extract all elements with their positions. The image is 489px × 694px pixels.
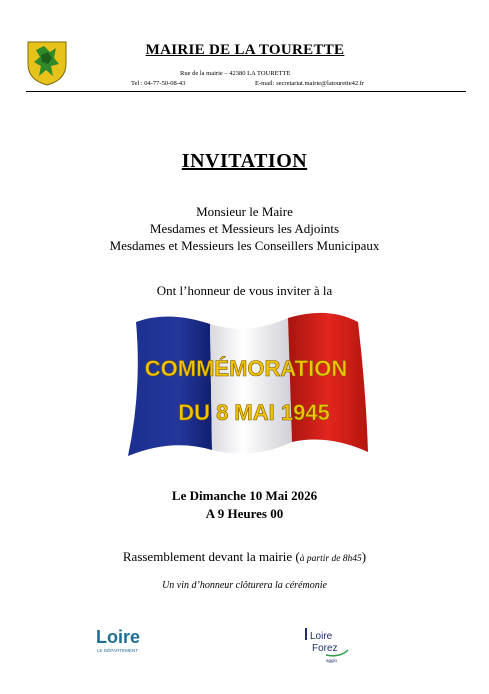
mairie-address: Rue de la mairie – 42380 LA TOURETTE: [180, 70, 291, 77]
loire-departement-logo: [96, 626, 156, 656]
banner-line1: COMMÉMORATION: [144, 356, 348, 381]
loire-forez-agglo-logo: [304, 624, 354, 664]
mairie-title: MAIRIE DE LA TOURETTE: [145, 42, 345, 58]
event-time: A 9 Heures 00: [205, 506, 284, 521]
rassemblement-close: ): [361, 549, 367, 564]
host-line: Mesdames et Messieurs les Conseillers Municipaux: [109, 238, 380, 253]
mairie-email: E-mail: secretariat.mairie@latourette42.fr: [255, 80, 365, 87]
vin-dhonneur-line: Un vin d’honneur clôturera la cérémonie: [162, 580, 327, 591]
invitation-heading: INVITATION: [181, 150, 308, 172]
lf-logo-line2: Forez: [312, 643, 338, 654]
loire-logo-text: Loire: [96, 627, 141, 647]
lf-logo-sub: agglo: [326, 658, 338, 663]
rassemblement-text: Rassemblement devant la mairie (: [122, 549, 300, 564]
host-line: Monsieur le Maire: [196, 204, 293, 219]
banner-line2: DU 8 MAI 1945: [178, 400, 330, 425]
lf-logo-line1: Loire: [310, 631, 333, 642]
loire-logo-sub: LE DÉPARTEMENT: [97, 648, 139, 653]
event-date: Le Dimanche 10 Mai 2026: [171, 488, 318, 503]
commemoration-flag-banner: [128, 310, 368, 458]
town-crest-icon: [26, 40, 68, 86]
header-divider: [26, 91, 466, 92]
rassemblement-line: [0, 549, 489, 565]
host-line: Mesdames et Messieurs les Adjoints: [149, 221, 340, 236]
honneur-line: Ont l’honneur de vous inviter à la: [156, 283, 333, 298]
mairie-phone: Tel : 04-77-50-08-43: [131, 80, 186, 87]
rassemblement-note: à partir de 8h45: [299, 554, 362, 564]
